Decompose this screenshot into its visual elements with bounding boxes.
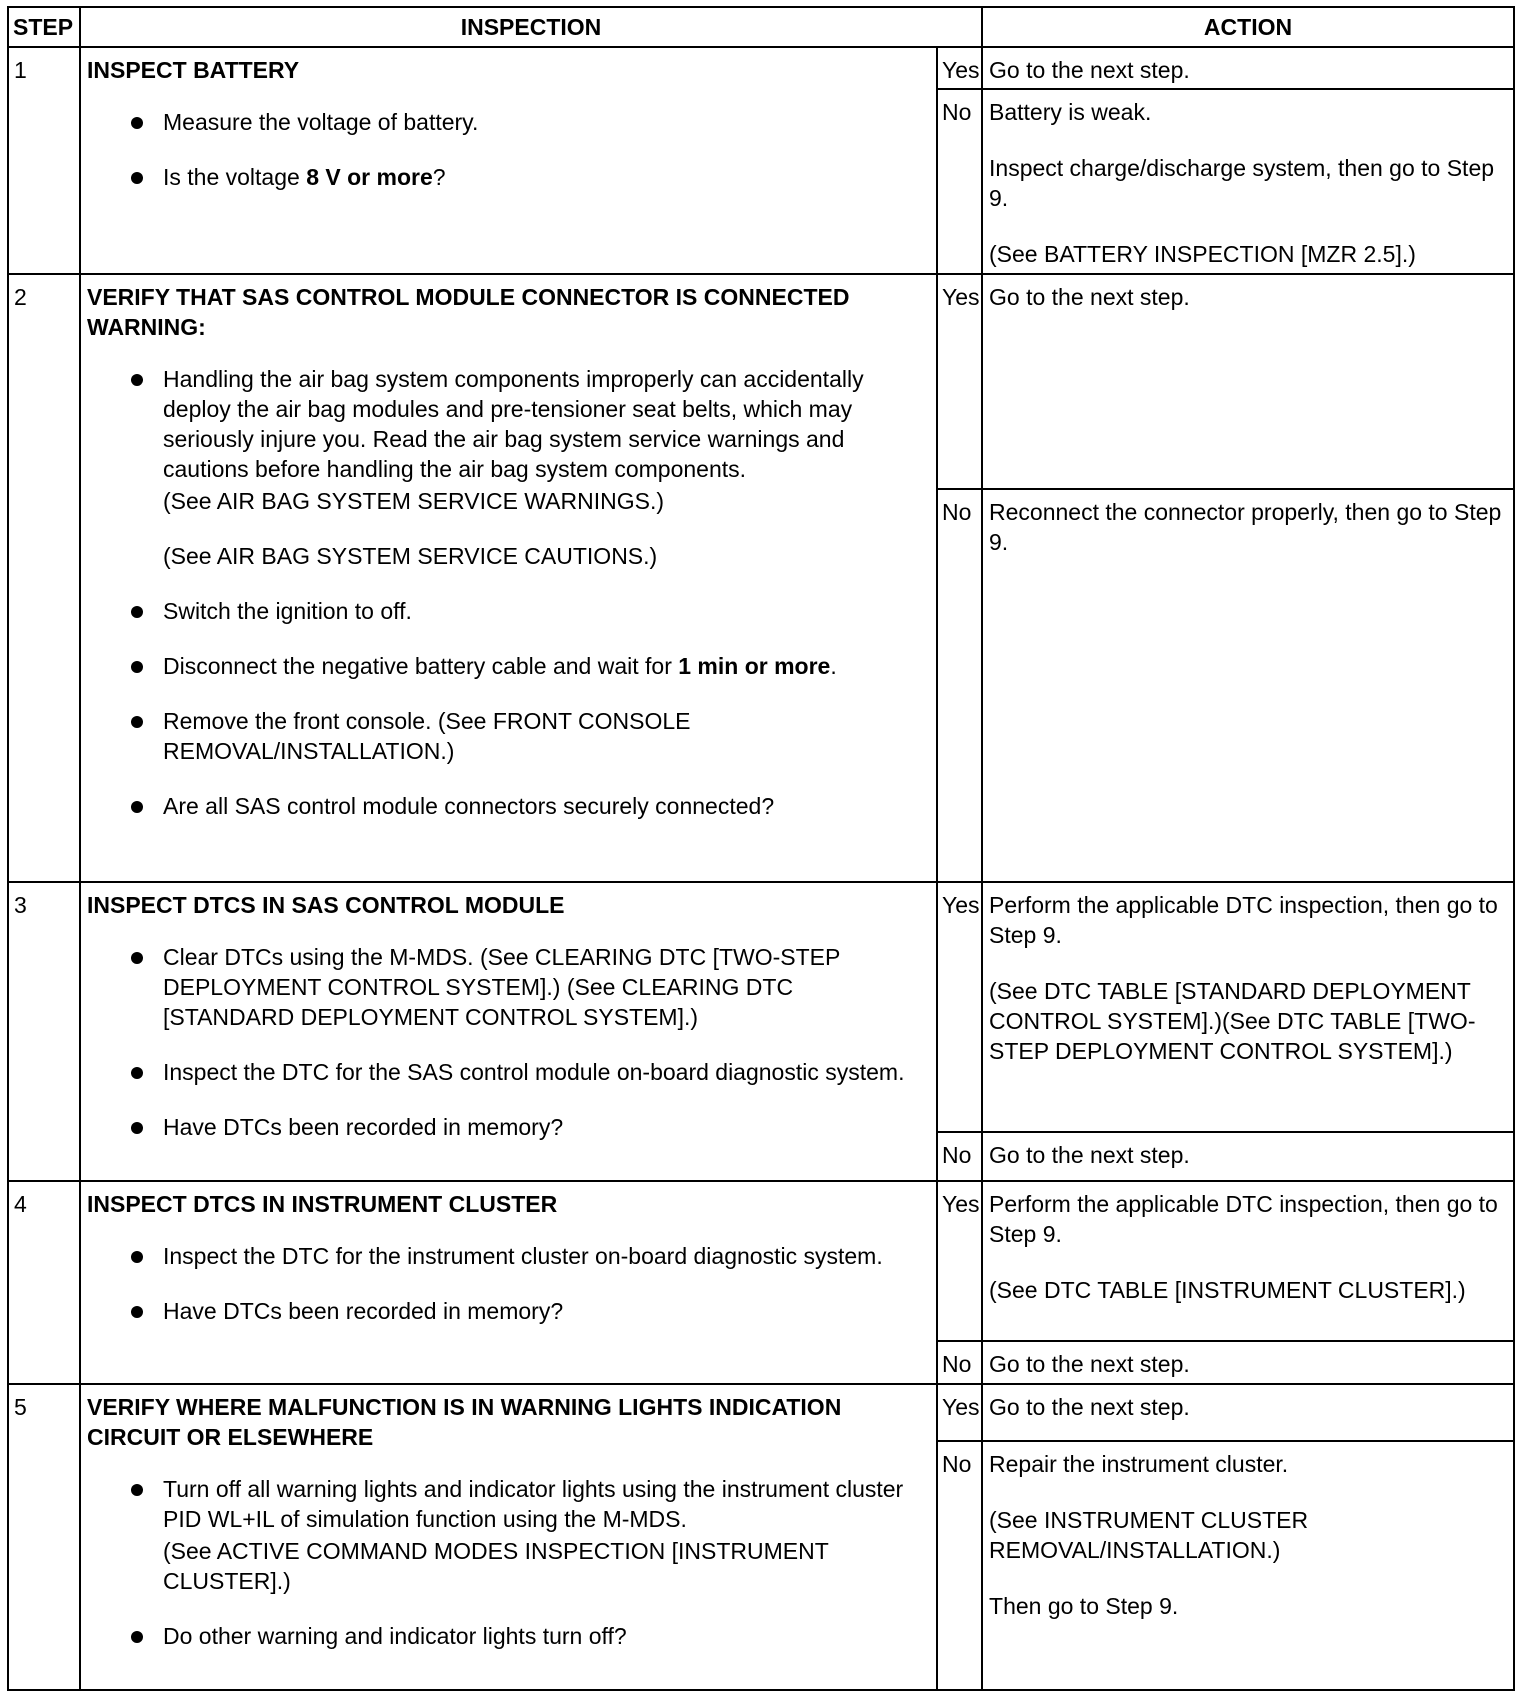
- bullet-list: [87, 364, 930, 484]
- step-number: 5: [8, 1384, 80, 1690]
- reference-note: (See AIR BAG SYSTEM SERVICE CAUTIONS.): [163, 543, 658, 569]
- list-item: Are all SAS control module connectors securely connected?: [87, 791, 930, 821]
- table-row: [8, 1384, 1514, 1441]
- bullet-icon: [131, 172, 143, 184]
- inspection-cell: [80, 1384, 937, 1690]
- header-inspection: INSPECTION: [80, 7, 982, 47]
- no-label: No: [937, 89, 982, 274]
- bullet-list: [87, 107, 930, 192]
- bullet-icon: [131, 1631, 143, 1643]
- inspection-cell: [80, 274, 937, 882]
- bullet-icon: [131, 801, 143, 813]
- inspection-title: INSPECT DTCS IN INSTRUMENT CLUSTER: [87, 1191, 558, 1217]
- diagnostic-table: [7, 6, 1515, 1691]
- bullet-icon: [131, 606, 143, 618]
- list-item: Do other warning and indicator lights turn off?: [87, 1621, 930, 1651]
- inspection-title: VERIFY THAT SAS CONTROL MODULE CONNECTOR IS CONNECTED WARNING:: [87, 284, 850, 340]
- bullet-icon: [131, 1122, 143, 1134]
- list-item: Is the voltage 8 V or more?: [87, 162, 930, 192]
- inspection-cell: [80, 882, 937, 1181]
- table-header-row: [8, 7, 1514, 47]
- step-number: 4: [8, 1181, 80, 1384]
- list-item: Have DTCs been recorded in memory?: [87, 1112, 930, 1142]
- no-label: No: [937, 489, 982, 882]
- inspection-title: VERIFY WHERE MALFUNCTION IS IN WARNING LIGHTS INDICATION CIRCUIT OR ELSEWHERE: [87, 1394, 842, 1450]
- reference-note: (See ACTIVE COMMAND MODES INSPECTION [INSTRUMENT CLUSTER].): [163, 1538, 829, 1594]
- step-number: 2: [8, 274, 80, 882]
- bullet-icon: [131, 716, 143, 728]
- no-action: Go to the next step.: [982, 1341, 1514, 1384]
- no-action: Go to the next step.: [982, 1132, 1514, 1181]
- header-action: ACTION: [982, 7, 1514, 47]
- yes-action: Perform the applicable DTC inspection, then go to Step 9. (See DTC TABLE [INSTRUMENT CLUSTER].): [982, 1181, 1514, 1341]
- inspection-cell: [80, 1181, 937, 1384]
- yes-label: Yes: [937, 882, 982, 1132]
- list-item: Inspect the DTC for the instrument cluster on-board diagnostic system.: [87, 1241, 930, 1271]
- list-item: Turn off all warning lights and indicator lights using the instrument cluster PID WL+IL of simulation function using the M-MDS.: [87, 1474, 930, 1534]
- yes-action: Go to the next step.: [982, 47, 1514, 89]
- yes-action: Go to the next step.: [982, 274, 1514, 489]
- inspection-title: INSPECT BATTERY: [87, 57, 300, 83]
- list-item: Measure the voltage of battery.: [87, 107, 930, 137]
- bullet-icon: [131, 374, 143, 386]
- yes-label: Yes: [937, 1181, 982, 1341]
- no-action: Repair the instrument cluster. (See INSTRUMENT CLUSTER REMOVAL/INSTALLATION.) Then go to Step 9.: [982, 1441, 1514, 1690]
- list-item: Remove the front console. (See FRONT CONSOLE REMOVAL/INSTALLATION.): [87, 706, 930, 766]
- header-step: STEP: [8, 7, 80, 47]
- list-item: Handling the air bag system components improperly can accidentally deploy the air bag modules and pre-tensioner seat belts, which may seriously injure you. Read the air bag system service warnings and cautions before handling the air bag system components.: [87, 364, 930, 484]
- step-number: 3: [8, 882, 80, 1181]
- bullet-list: [87, 1241, 930, 1326]
- no-label: No: [937, 1441, 982, 1690]
- bullet-icon: [131, 1306, 143, 1318]
- list-item: Inspect the DTC for the SAS control module on-board diagnostic system.: [87, 1057, 930, 1087]
- yes-action: Perform the applicable DTC inspection, then go to Step 9. (See DTC TABLE [STANDARD DEPLOYMENT CONTROL SYSTEM].)(See DTC TABLE [TWO-STEP DEPLOYMENT CONTROL SYSTEM].): [982, 882, 1514, 1132]
- diagnostic-procedure-page: [7, 6, 1513, 1691]
- bullet-icon: [131, 952, 143, 964]
- table-row: [8, 47, 1514, 89]
- no-action: Reconnect the connector properly, then go to Step 9.: [982, 489, 1514, 882]
- table-row: [8, 882, 1514, 1132]
- bullet-icon: [131, 1484, 143, 1496]
- no-label: No: [937, 1132, 982, 1181]
- bullet-list: [87, 942, 930, 1142]
- bullet-icon: [131, 1251, 143, 1263]
- bullet-list: [87, 1474, 930, 1534]
- inspection-cell: [80, 47, 937, 274]
- list-item: Disconnect the negative battery cable and wait for 1 min or more.: [87, 651, 930, 681]
- yes-label: Yes: [937, 274, 982, 489]
- yes-action: Go to the next step.: [982, 1384, 1514, 1441]
- table-row: [8, 274, 1514, 489]
- bullet-icon: [131, 661, 143, 673]
- yes-label: Yes: [937, 47, 982, 89]
- list-item: Switch the ignition to off.: [87, 596, 930, 626]
- no-action: Battery is weak. Inspect charge/discharge system, then go to Step 9. (See BATTERY INSPECTION [MZR 2.5].): [982, 89, 1514, 274]
- list-item: Clear DTCs using the M-MDS. (See CLEARING DTC [TWO-STEP DEPLOYMENT CONTROL SYSTEM].) (See CLEARING DTC [STANDARD DEPLOYMENT CONTROL SYSTEM].): [87, 942, 930, 1032]
- no-label: No: [937, 1341, 982, 1384]
- table-row: [8, 1181, 1514, 1341]
- bullet-list: [87, 1621, 930, 1651]
- step-number: 1: [8, 47, 80, 274]
- yes-label: Yes: [937, 1384, 982, 1441]
- inspection-title: INSPECT DTCS IN SAS CONTROL MODULE: [87, 892, 565, 918]
- bullet-icon: [131, 1067, 143, 1079]
- bullet-list: [87, 596, 930, 821]
- reference-note: (See AIR BAG SYSTEM SERVICE WARNINGS.): [163, 488, 665, 514]
- list-item: Have DTCs been recorded in memory?: [87, 1296, 930, 1326]
- bullet-icon: [131, 117, 143, 129]
